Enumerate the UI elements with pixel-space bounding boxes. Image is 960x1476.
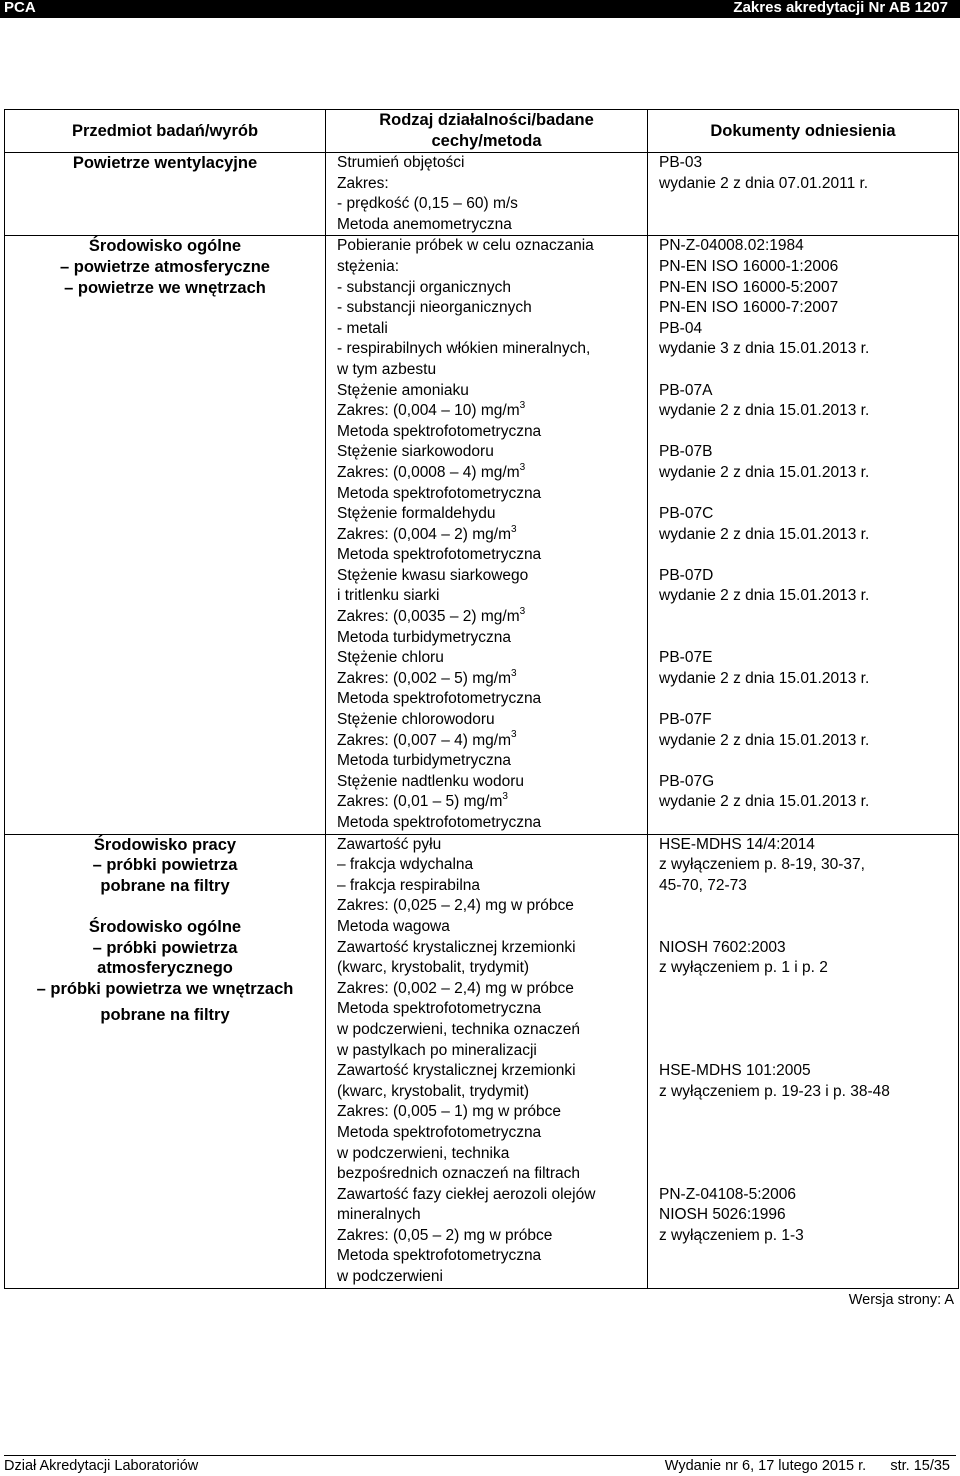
column-header-subject: Przedmiot badań/wyrób	[5, 110, 326, 153]
method-group: Stężenie chloru Zakres: (0,002 – 5) $mg/m^3$ Metoda spektrofotometryczna	[337, 649, 542, 708]
method-group: Zawartość krystalicznej krzemionki (kwarc, krystobalit, trydymit) Zakres: (0,005 – 1) mg w próbce Metoda spektrofotometryczna w podczerwieni, technika bezpośrednich oznaczeń na filtrach	[337, 1062, 580, 1183]
method-cell	[326, 834, 648, 1288]
accreditation-table	[4, 109, 959, 1289]
method-group: Zawartość krystalicznej krzemionki (kwarc, krystobalit, trydymit) Zakres: (0,002 – 2,4) mg w próbce Metoda spektrofotometryczna w podczerwieni, technika oznaczeń w pastylkach po mineralizacji	[337, 938, 580, 1059]
column-header-method-line-2: cechy/metoda	[431, 132, 542, 150]
column-header-method	[326, 110, 648, 153]
docs-group: PB-07E wydanie 2 z dnia 15.01.2013 r.	[659, 649, 870, 687]
method-group: Stężenie nadtlenku wodoru Zakres: (0,01 – 5) $mg/m^3$ Metoda spektrofotometryczna	[337, 772, 542, 831]
docs-cell	[648, 236, 959, 834]
org-abbrev: PCA	[4, 0, 36, 16]
table-row	[5, 153, 959, 236]
docs-group: HSE-MDHS 14/4:2014 z wyłączeniem p. 8-19, 30-37, 45-70, 72-73	[659, 835, 865, 894]
subject-cell: Środowisko pracy – próbki powietrza pobrane na filtry Środowisko ogólne – próbki powietrza atmosferycznego – próbki powietrza we wnętrzach pobrane na filtry	[5, 834, 326, 1288]
docs-cell: PB-03 wydanie 2 z dnia 07.01.2011 r.	[648, 153, 959, 236]
footer-page-number: str. 15/35	[890, 1458, 950, 1474]
table-header-row	[5, 110, 959, 153]
docs-group: PN-Z-04108-5:2006 NIOSH 5026:1996 z wyłączeniem p. 1-3	[659, 1185, 804, 1244]
method-group: Stężenie amoniaku Zakres: (0,004 – 10) $mg/m^3$ Metoda spektrofotometryczna	[337, 381, 542, 440]
method-group: Stężenie kwasu siarkowego i tritlenku siarki Zakres: (0,0035 – 2) $mg/m^3$ Metoda turbidymetryczna	[337, 566, 529, 646]
docs-cell	[648, 834, 959, 1288]
docs-group: PB-07D wydanie 2 z dnia 15.01.2013 r.	[659, 566, 870, 605]
method-group: Zawartość fazy ciekłej aerozoli olejów mineralnych Zakres: (0,05 – 2) mg w próbce Metoda spektrofotometryczna w podczerwieni	[337, 1185, 596, 1286]
method-group: Stężenie chlorowodoru Zakres: (0,007 – 4) $mg/m^3$ Metoda turbidymetryczna	[337, 711, 517, 770]
footer-divider	[4, 1455, 956, 1456]
method-group: Stężenie formaldehydu Zakres: (0,004 – 2) $mg/m^3$ Metoda spektrofotometryczna	[337, 505, 542, 564]
method-group: Pobieranie próbek w celu oznaczania stężenia: - substancji organicznych - substancji nieorganicznych - metali - respirabilnych włókien mineralnych, w tym azbestu	[337, 237, 594, 378]
column-header-docs: Dokumenty odniesienia	[648, 110, 959, 153]
docs-group: HSE-MDHS 101:2005 z wyłączeniem p. 19-23 i p. 38-48	[659, 1062, 890, 1100]
docs-group: NIOSH 7602:2003 z wyłączeniem p. 1 i p. 2	[659, 938, 828, 977]
table-row	[5, 236, 959, 834]
docs-group: PB-07G wydanie 2 z dnia 15.01.2013 r.	[659, 772, 870, 811]
docs-group: PB-07B wydanie 2 z dnia 15.01.2013 r.	[659, 443, 870, 481]
page-version: Wersja strony: A	[848, 1292, 954, 1308]
subject-cell: Powietrze wentylacyjne	[5, 153, 326, 236]
docs-group: PN-Z-04008.02:1984 PN-EN ISO 16000-1:2006 PN-EN ISO 16000-5:2007 PN-EN ISO 16000-7:2007 PB-04 wydanie 3 z dnia 15.01.2013 r.	[659, 237, 870, 358]
method-cell: Strumień objętości Zakres: - prędkość (0,15 – 60) m/s Metoda anemometryczna	[326, 153, 648, 236]
table-row	[5, 834, 959, 1288]
method-cell	[326, 236, 648, 834]
method-group: Zawartość pyłu – frakcja wdychalna – frakcja respirabilna Zakres: (0,025 – 2,4) mg w próbce Metoda wagowa	[337, 835, 574, 935]
top-bar	[0, 0, 960, 18]
column-header-method-line-1: Rodzaj działalności/badane	[379, 111, 594, 130]
footer-department: Dział Akredytacji Laboratoriów	[4, 1458, 199, 1474]
docs-group: PB-07A wydanie 2 z dnia 15.01.2013 r.	[659, 381, 870, 420]
docs-group: PB-07F wydanie 2 z dnia 15.01.2013 r.	[659, 711, 870, 749]
footer-edition: Wydanie nr 6, 17 lutego 2015 r.	[664, 1458, 867, 1474]
subject-cell: Środowisko ogólne – powietrze atmosferyczne – powietrze we wnętrzach	[5, 236, 326, 834]
footer-edition-page	[665, 1458, 950, 1474]
method-group: Stężenie siarkowodoru Zakres: (0,0008 – 4) $mg/m^3$ Metoda spektrofotometryczna	[337, 443, 542, 502]
accreditation-title: Zakres akredytacji Nr AB 1207	[733, 0, 948, 16]
docs-group: PB-07C wydanie 2 z dnia 15.01.2013 r.	[659, 505, 870, 543]
